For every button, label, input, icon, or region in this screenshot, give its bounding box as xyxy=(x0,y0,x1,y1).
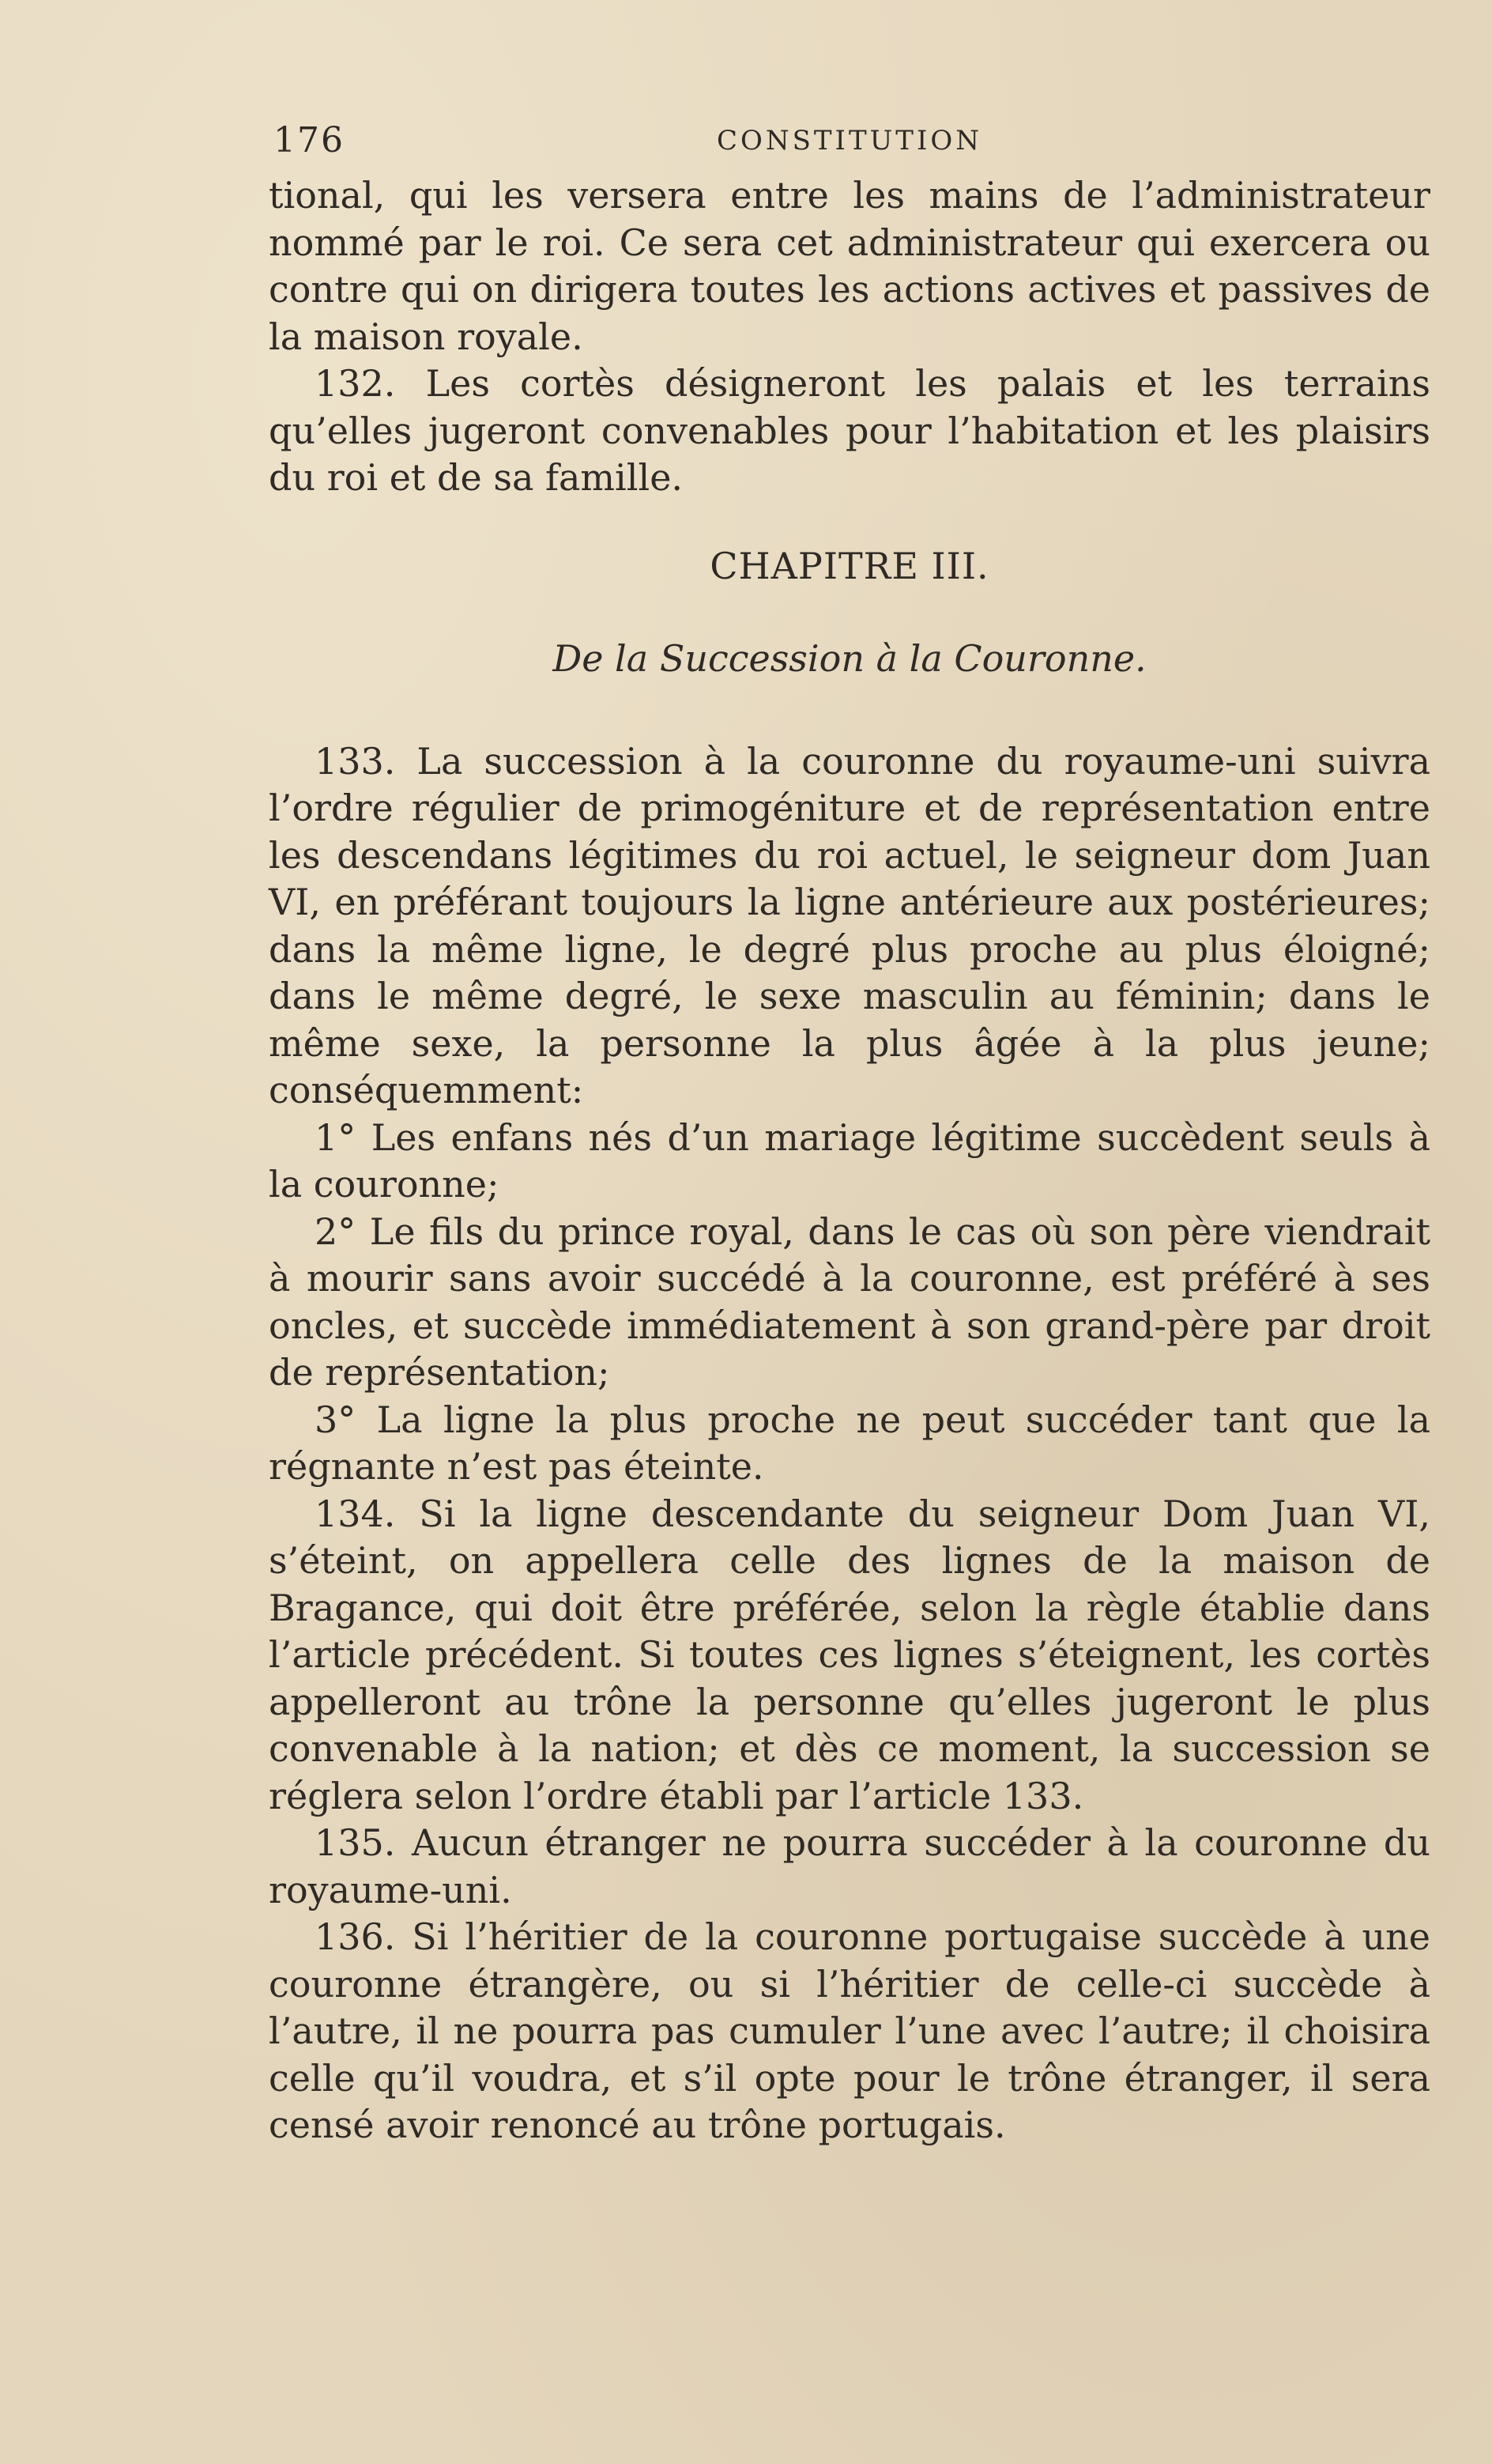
running-head: CONSTITUTION xyxy=(716,125,983,157)
article-133-item-2: 2° Le fils du prince royal, dans le cas où son père viendrait à mourir sans avoir succédé à la couronne, est préféré à ses oncles, et succède immédiatement à son grand-père par droit de représentation; xyxy=(269,1209,1430,1394)
article-134: 134. Si la ligne descendante du seigneur Dom Juan VI, s’éteint, on appellera celle des lignes de la maison de Bragance, qui doit être préférée, selon la règle établie dans l’article précédent. Si toutes ces lignes s’éteignent, les cortès appelleront au trône la personne qu’elles jugeront le plus convenable à la nation; et dès ce moment, la succession se réglera selon l’ordre établi par l’article 133. xyxy=(269,1492,1430,1817)
chapter-title: CHAPITRE III. xyxy=(710,544,989,587)
paragraph-continuation: tional, qui les versera entre les mains de l’administrateur nommé par le roi. Ce sera cet administrateur qui exercera ou contre qui on dirigera toutes les actions actives et passives de la maison royale. xyxy=(269,174,1430,358)
page-header xyxy=(269,120,1430,168)
article-133-item-3: 3° La ligne la plus proche ne peut succéder tant que la régnante n’est pas éteinte. xyxy=(269,1398,1430,1488)
chapter-subtitle: De la Succession à la Couronne. xyxy=(552,637,1147,680)
page-number: 176 xyxy=(273,120,345,160)
page-body xyxy=(269,172,1430,2149)
article-133-item-1: 1° Les enfans nés d’un mariage légitime succèdent seuls à la couronne; xyxy=(269,1115,1430,1206)
article-132: 132. Les cortès désigneront les palais et les terrains qu’elles jugeront convenables pour l’habitation et les plaisirs du roi et de sa famille. xyxy=(269,362,1430,499)
article-133: 133. La succession à la couronne du royaume-uni suivra l’ordre régulier de primogéniture et de représentation entre les descendans légitimes du roi actuel, le seigneur dom Juan VI, en préférant toujours la ligne antérieure aux postérieures; dans la même ligne, le degré plus proche au plus éloigné; dans le même degré, le sexe masculin au féminin; dans le même sexe, la personne la plus âgée à la plus jeune; conséquemment: xyxy=(269,739,1430,1111)
article-135: 135. Aucun étranger ne pourra succéder à la couronne du royaume-uni. xyxy=(269,1821,1430,1911)
article-136: 136. Si l’héritier de la couronne portugaise succède à une couronne étrangère, ou si l’héritier de celle-ci succède à l’autre, il ne pourra pas cumuler l’une avec l’autre; il choisira celle qu’il voudra, et s’il opte pour le trône étranger, il sera censé avoir renoncé au trône portugais. xyxy=(269,1915,1430,2146)
